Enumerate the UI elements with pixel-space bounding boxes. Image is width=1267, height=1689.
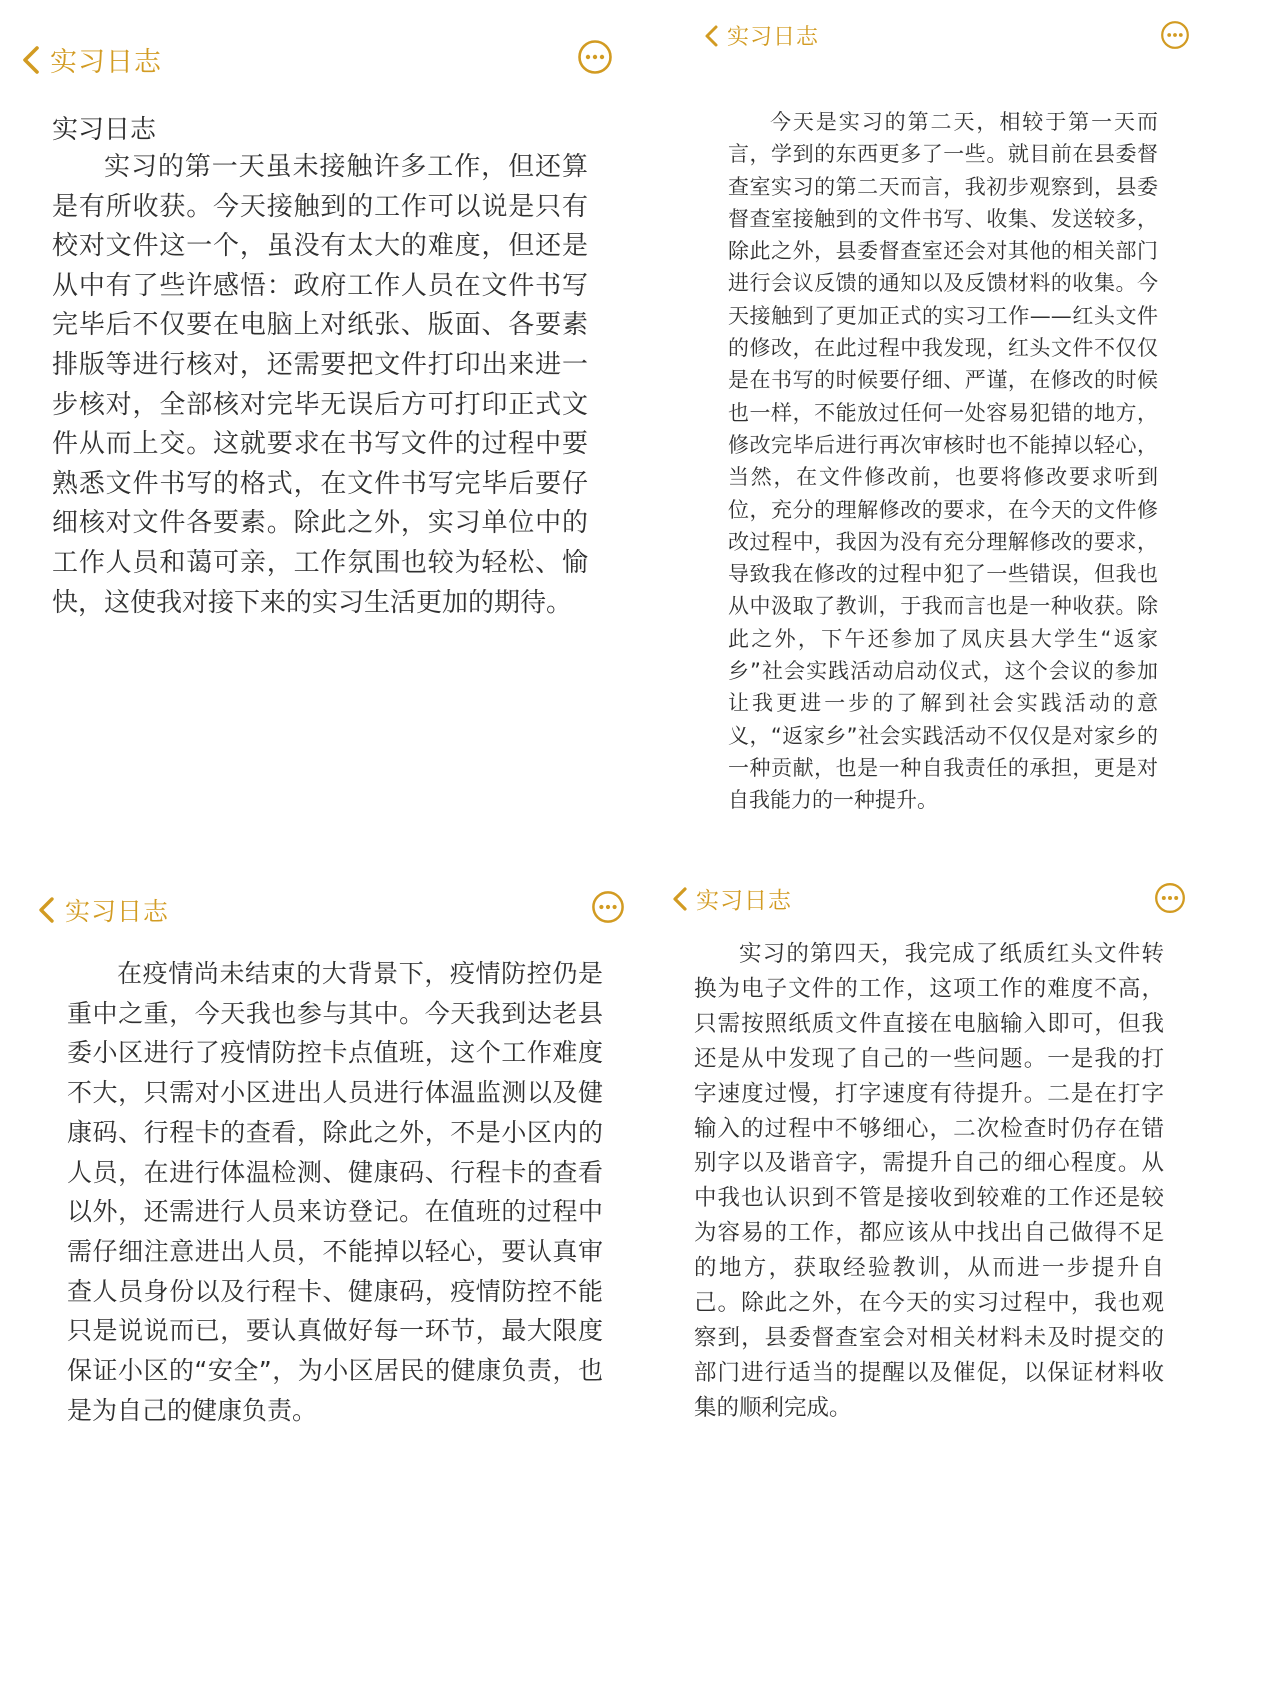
note-panel-day3 <box>0 860 660 1689</box>
note-panel-day2 <box>690 0 1267 860</box>
nav-bar <box>690 0 1267 60</box>
ellipsis-circle-icon <box>1160 20 1190 50</box>
back-label: 实习日志 <box>65 897 170 926</box>
nav-bar <box>660 860 1267 920</box>
note-body[interactable]: 今天是实习的第二天，相较于第一天而言，学到的东西更多了一些。就目前在县委督查室实习的第二天而言，我初步观察到，县委督查室接触到的文件书写、收集、发送较多，除此之外，县委督查室还会对其他的相关部门进行会议反馈的通知以及反馈材料的收集。今天接触到了更加正式的实习工作——红头文件的修改，在此过程中我发现，红头文件不仅仅是在书写的时候要仔细、严谨，在修改的时候也一样，不能放过任何一处容易犯错的地方，修改完毕后进行再次审核时也不能掉以轻心，当然，在文件修改前，也要将修改要求听到位，充分的理解修改的要求，在今天的文件修改过程中，我因为没有充分理解修改的要求，导致我在修改的过程中犯了一些错误，但我也从中汲取了教训，于我而言也是一种收获。除此之外，下午还参加了凤庆县大学生“返家乡”社会实践活动启动仪式，这个会议的参加让我更进一步的了解到社会实践活动的意义，“返家乡”社会实践活动不仅仅是对家乡的一种贡献，也是一种自我责任的承担，更是对自我能力的一种提升。 <box>728 110 1158 813</box>
chevron-left-icon <box>704 24 719 48</box>
nav-bar <box>0 860 660 926</box>
more-button[interactable] <box>577 39 613 75</box>
nav-bar <box>0 0 640 78</box>
more-button[interactable] <box>1154 882 1186 914</box>
note-body[interactable]: 在疫情尚未结束的大背景下，疫情防控仍是重中之重，今天我也参与其中。今天我到达老县委小区进行了疫情防控卡点值班，这个工作难度不大，只需对小区进出人员进行体温监测以及健康码、行程卡的查看，除此之外，不是小区内的人员，在进行体温检测、健康码、行程卡的查看以外，还需进行人员来访登记。在值班的过程中需仔细注意进出人员，不能掉以轻心，要认真审查人员身份以及行程卡、健康码，疫情防控不能只是说说而已，要认真做好每一环节，最大限度保证小区的“安全”，为小区居民的健康负责，也是为自己的健康负责。 <box>67 959 603 1425</box>
note-title: 实习日志 <box>52 115 157 145</box>
chevron-left-icon <box>672 886 688 912</box>
note-body[interactable]: 实习的第四天，我完成了纸质红头文件转换为电子文件的工作，这项工作的难度不高，只需按照纸质文件直接在电脑输入即可，但我还是从中发现了自己的一些问题。一是我的打字速度过慢，打字速度有待提升。二是在打字输入的过程中不够细心，二次检查时仍存在错别字以及谐音字，需提升自己的细心程度。从中我也认识到不管是接收到较难的工作还是较为容易的工作，都应该从中找出自己做得不足的地方，获取经验教训，从而进一步提升自己。除此之外，在今天的实习过程中，我也观察到，县委督查室会对相关材料未及时提交的部门进行适当的提醒以及催促，以保证材料收集的顺利完成。 <box>694 941 1164 1421</box>
back-button[interactable] <box>38 892 169 928</box>
back-button[interactable] <box>704 20 819 51</box>
ellipsis-circle-icon <box>577 39 613 75</box>
back-label: 实习日志 <box>696 888 792 914</box>
ellipsis-circle-icon <box>1154 882 1186 914</box>
note-panel-day1 <box>0 0 640 860</box>
back-button[interactable] <box>22 40 162 79</box>
back-label: 实习日志 <box>727 25 820 50</box>
note-body[interactable]: 实习的第一天虽未接触许多工作，但还算是有所收获。今天接触到的工作可以说是只有校对文件这一个，虽没有太大的难度，但还是从中有了些许感悟：政府工作人员在文件书写完毕后不仅要在电脑上对纸张、版面、各要素排版等进行核对，还需要把文件打印出来进一步核对，全部核对完毕无误后方可打印正式文件从而上交。这就要求在书写文件的过程中要熟悉文件书写的格式，在文件书写完毕后要仔细核对文件各要素。除此之外，实习单位中的工作人员和蔼可亲，工作氛围也较为轻松、愉快，这使我对接下来的实习生活更加的期待。 <box>52 152 588 618</box>
more-button[interactable] <box>1160 20 1190 50</box>
ellipsis-circle-icon <box>591 890 625 924</box>
back-button[interactable] <box>672 882 792 915</box>
chevron-left-icon <box>38 896 55 924</box>
chevron-left-icon <box>22 45 40 75</box>
back-label: 实习日志 <box>50 47 162 78</box>
more-button[interactable] <box>591 890 625 924</box>
note-panel-day4 <box>660 860 1267 1689</box>
